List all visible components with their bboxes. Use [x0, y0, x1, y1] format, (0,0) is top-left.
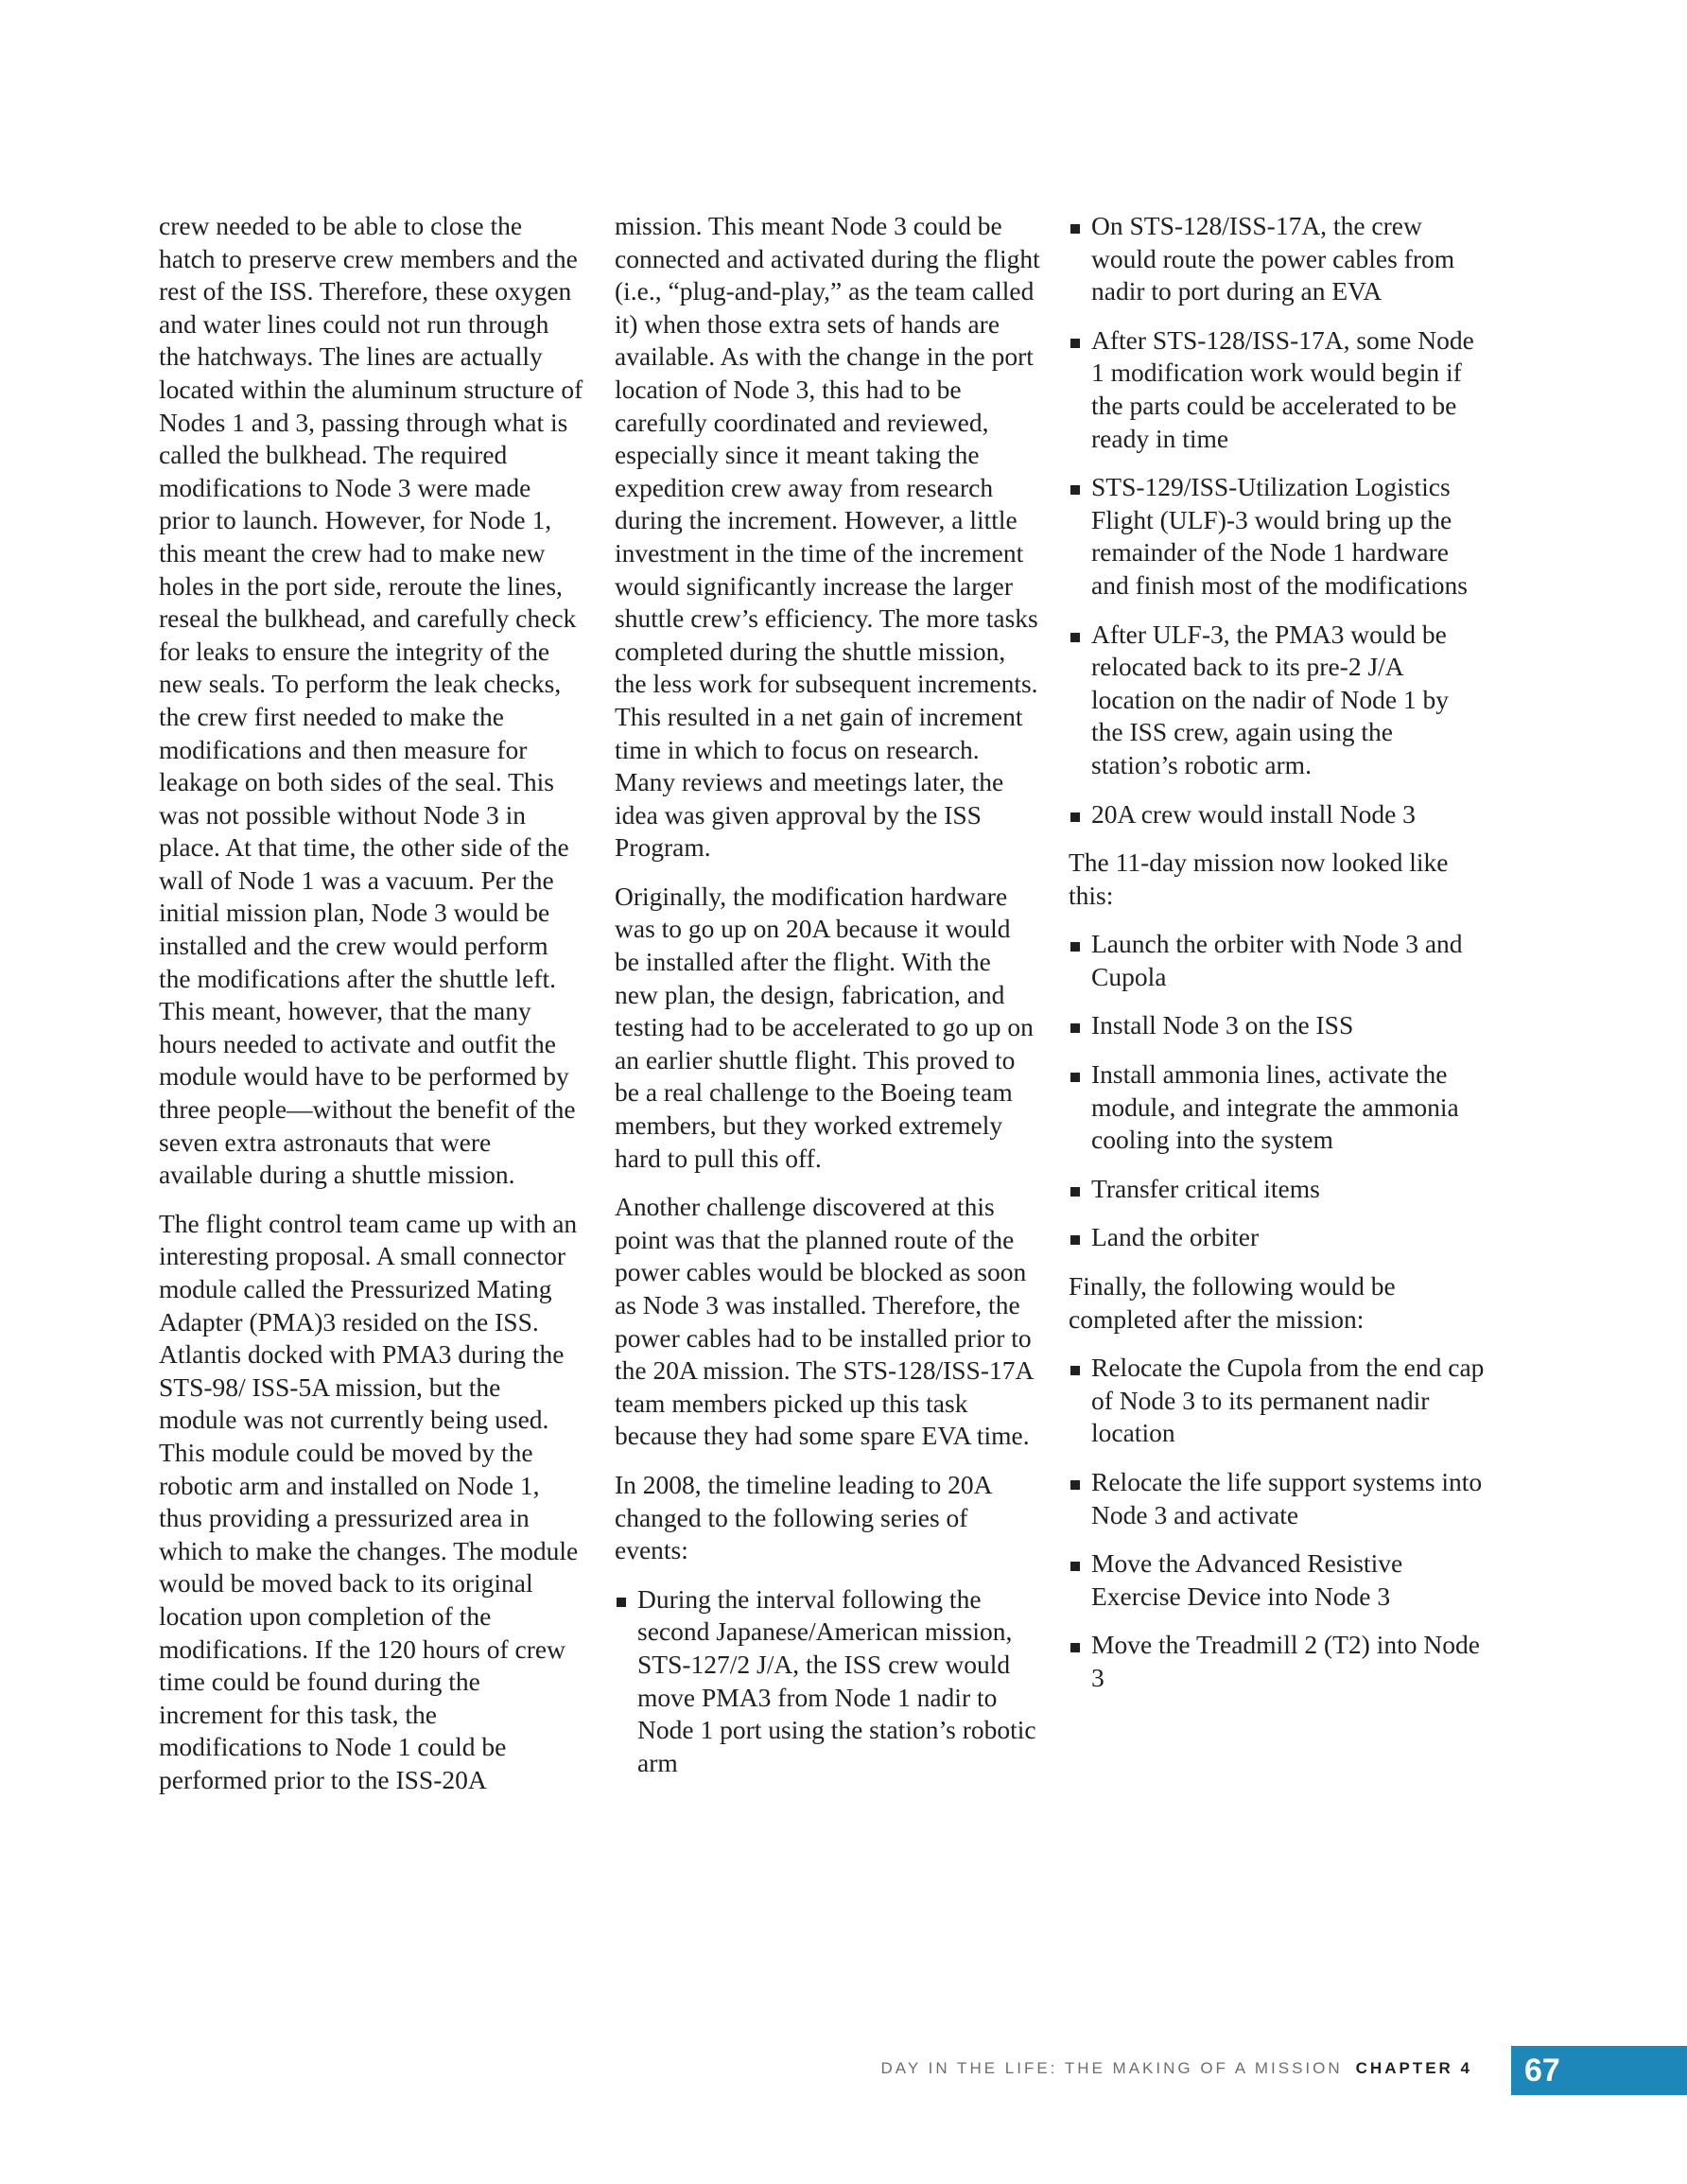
bullet-list: [1069, 1352, 1485, 1694]
paragraph: In 2008, the timeline leading to 20A changed to the following series of events:: [615, 1469, 991, 1565]
bullet-list: [615, 1583, 1040, 1780]
bullet-list: [1069, 210, 1485, 830]
paragraph: The 11-day mission now looked like this:: [1069, 847, 1449, 910]
bullet-item: Move the Advanced Resistive Exercise Device into Node 3: [1069, 1547, 1485, 1613]
paragraph: The flight control team came up with an interesting proposal. A small connector module called the Pressurized Mating Adapter (PMA)3 resided on the ISS. Atlantis docked with PMA3 during the STS-98/ ISS-5A mission, but the module was not currently being used. This module could be moved by the robotic arm and installed on Node 1, thus providing a pressurized area in which to make the changes. The module would be moved back to its original location upon completion of the modifications. If the 120 hours of crew time could be found during the increment for this task, the modifications to Node 1 could be performed prior to the ISS-20A: [159, 1208, 579, 1794]
running-header: [881, 2059, 1472, 2078]
page-footer: [0, 2046, 1687, 2095]
column-3: [1069, 210, 1485, 1711]
paragraph: Another challenge discovered at this point was that the planned route of the power cables would be blocked as soon as Node 3 was installed. Therefore, the power cables had to be installed prior to the 20A mission. The STS-128/ISS-17A team members picked up this task because they had some spare EVA time.: [615, 1192, 1033, 1451]
bullet-item: Install ammonia lines, activate the module, and integrate the ammonia cooling into the system: [1069, 1058, 1485, 1157]
bullet-item: STS-129/ISS-Utilization Logistics Flight (ULF)-3 would bring up the remainder of the Node 1 hardware and finish most of the modifications: [1069, 471, 1485, 602]
bullet-item: Install Node 3 on the ISS: [1069, 1009, 1485, 1042]
bullet-item: 20A crew would install Node 3: [1069, 798, 1485, 831]
bullet-item: Move the Treadmill 2 (T2) into Node 3: [1069, 1629, 1485, 1694]
paragraph: crew needed to be able to close the hatch to preserve crew members and the rest of the ISS. Therefore, these oxygen and water lines could not run through the hatchways. The lines are actually located within the aluminum structure of Nodes 1 and 3, passing through what is called the bulkhead. The required modifications to Node 3 were made prior to launch. However, for Node 1, this meant the crew had to make new holes in the port side, reroute the lines, reseal the bulkhead, and carefully check for leaks to ensure the integrity of the new seals. To perform the leak checks, the crew first needed to make the modifications and then measure for leakage on both sides of the seal. This was not possible without Node 3 in place. At that time, the other side of the wall of Node 1 was a vacuum. Per the initial mission plan, Node 3 would be installed and the crew would perform the modifications after the shuttle left. This meant, however, that the many hours needed to activate and outfit the module would have to be performed by three people—without the benefit of the seven extra astronauts that were available during a shuttle mission.: [159, 211, 583, 1190]
bullet-item: After STS-128/ISS-17A, some Node 1 modification work would begin if the parts could be accelerated to be ready in time: [1069, 324, 1485, 455]
bullet-item: Land the orbiter: [1069, 1221, 1485, 1254]
running-title: DAY IN THE LIFE: THE MAKING OF A MISSION: [880, 2059, 1343, 2077]
bullet-item: Relocate the Cupola from the end cap of Node 3 to its permanent nadir location: [1069, 1352, 1485, 1450]
paragraph: Originally, the modification hardware was to go up on 20A because it would be installed after the flight. With the new plan, the design, fabrication, and testing had to be accelerated to go up on an earlier shuttle flight. This proved to be a real challenge to the Boeing team members, but they worked extremely hard to pull this off.: [615, 881, 1034, 1173]
column-2: [615, 210, 1040, 1795]
bullet-item: On STS-128/ISS-17A, the crew would route the power cables from nadir to port during an EVA: [1069, 210, 1485, 308]
bullet-item: After ULF-3, the PMA3 would be relocated back to its pre-2 J/A location on the nadir of Node 1 by the ISS crew, again using the station’s robotic arm.: [1069, 619, 1485, 782]
bullet-item: During the interval following the second Japanese/American mission, STS-127/2 J/A, the ISS crew would move PMA3 from Node 1 nadir to Node 1 port using the station’s robotic arm: [615, 1583, 1040, 1780]
bullet-item: Relocate the life support systems into Node 3 and activate: [1069, 1466, 1485, 1531]
paragraph: Finally, the following would be completed after the mission:: [1069, 1271, 1396, 1334]
bullet-item: Launch the orbiter with Node 3 and Cupola: [1069, 928, 1485, 993]
page-number: 67: [1511, 2046, 1687, 2095]
bullet-item: Transfer critical items: [1069, 1173, 1485, 1206]
bullet-list: [1069, 928, 1485, 1254]
column-1: [159, 210, 584, 1813]
chapter-label: CHAPTER 4: [1355, 2059, 1472, 2077]
paragraph: mission. This meant Node 3 could be connected and activated during the flight (i.e., “plug-and-play,” as the team called it) when those extra sets of hands are available. As with the change in the port location of Node 3, this had to be carefully coordinated and reviewed, especially since it meant taking the expedition crew away from research during the increment. However, a little investment in the time of the increment would significantly increase the larger shuttle crew’s efficiency. The more tasks completed during the shuttle mission, the less work for subsequent increments. This resulted in a net gain of increment time in which to focus on research. Many reviews and meetings later, the idea was given approval by the ISS Program.: [615, 211, 1040, 863]
